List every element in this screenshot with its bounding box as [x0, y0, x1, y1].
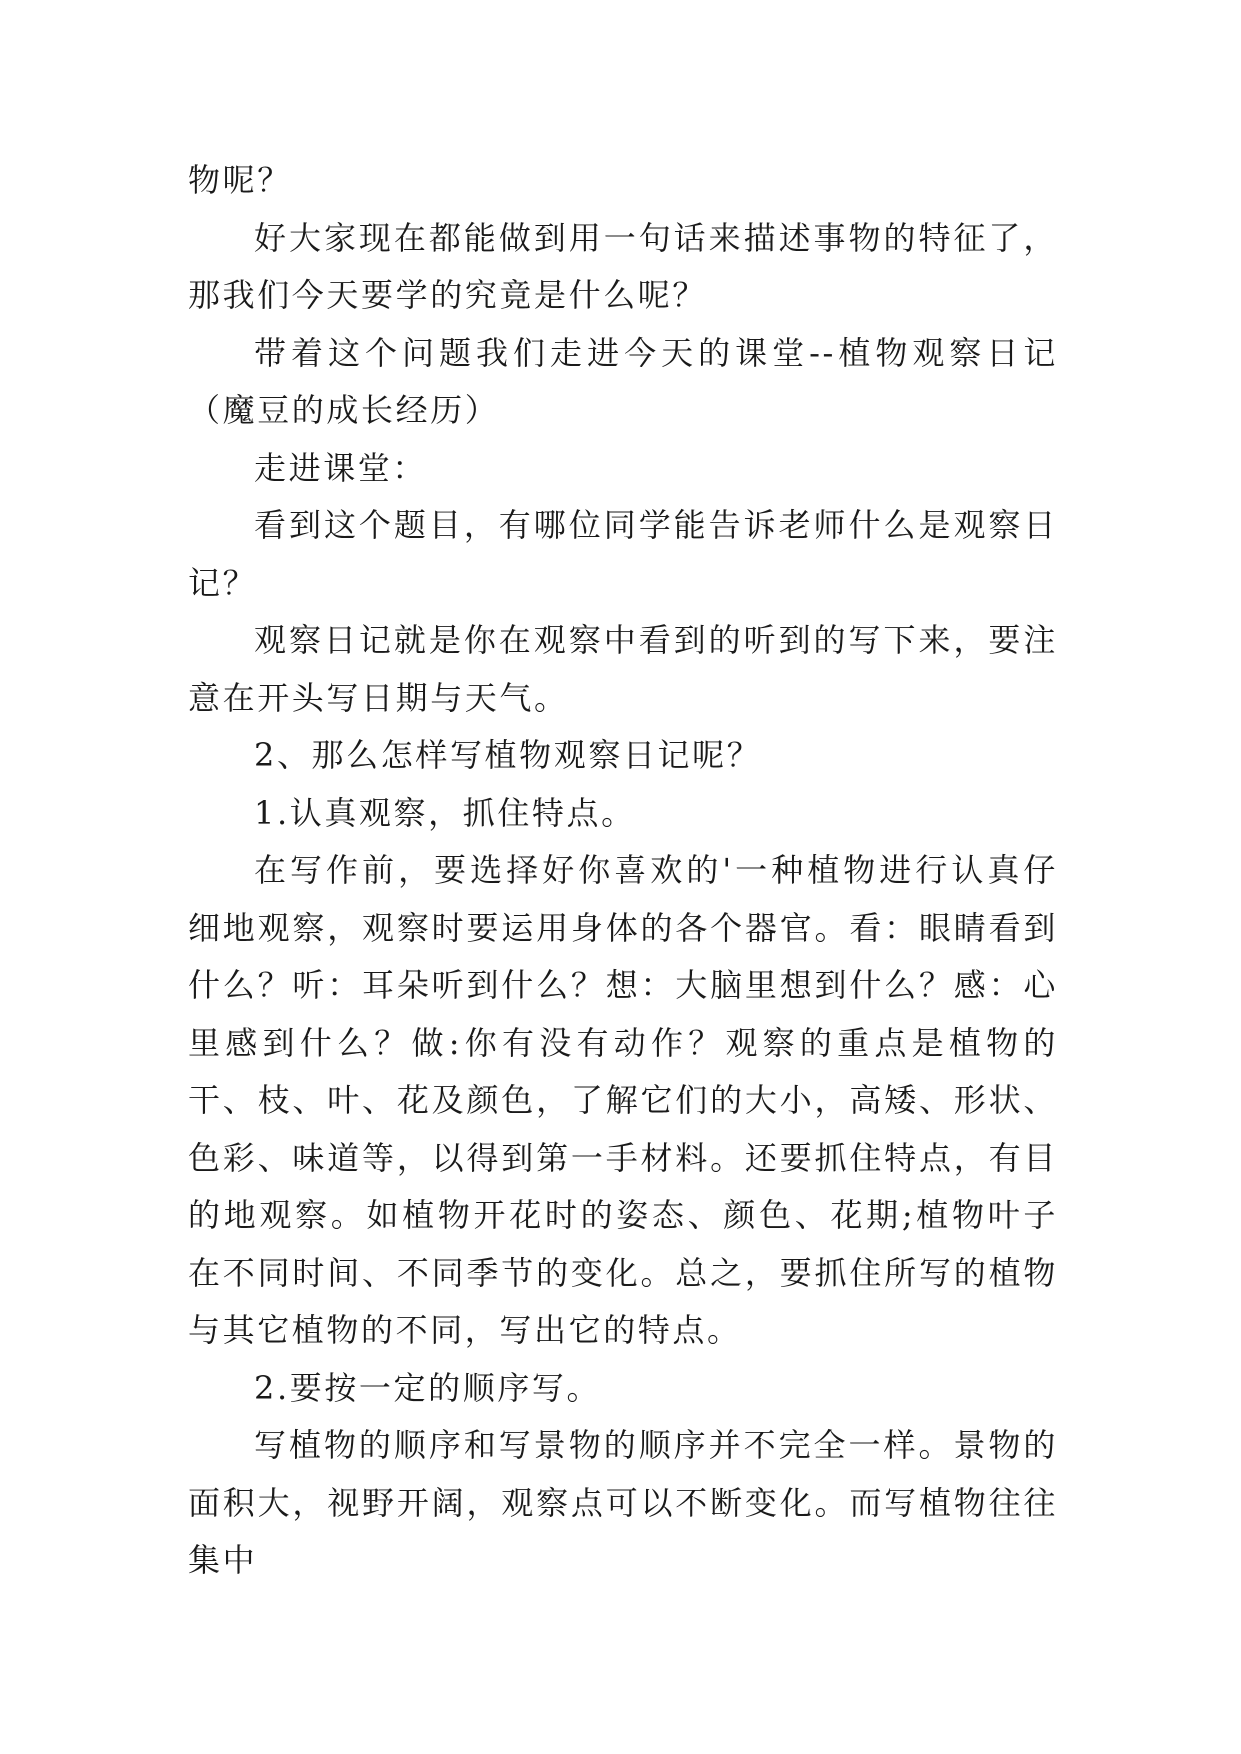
paragraph: 看到这个题目，有哪位同学能告诉老师什么是观察日记？: [188, 506, 1058, 602]
paragraph: 带着这个问题我们走进今天的课堂--植物观察日记（魔豆的成长经历）: [188, 333, 1058, 429]
paragraph: 物呢？: [188, 161, 292, 199]
paragraph: 走进课堂：: [254, 448, 428, 487]
paragraph: 1.认真观察，抓住特点。: [254, 793, 636, 832]
paragraph: 2、那么怎样写植物观察日记呢？: [254, 736, 762, 774]
paragraph: 观察日记就是你在观察中看到的听到的写下来，要注意在开头写日期与天气。: [188, 621, 1058, 717]
paragraph: 好大家现在都能做到用一句话来描述事物的特征了，那我们今天要学的究竟是什么呢？: [188, 218, 1058, 314]
paragraph: 在写作前，要选择好你喜欢的'一种植物进行认真仔细地观察，观察时要运用身体的各个器官。看：眼睛看到什么？听：耳朵听到什么？想：大脑里想到什么？感：心里感到什么？做:你有没有动作？观察的重点是植物的干、枝、叶、花及颜色，了解它们的大小，高矮、形状、色彩、味道等，以得到第一手材料。还要抓住特点，有目的地观察。如植物开花时的姿态、颜色、花期;植物叶子在不同时间、不同季节的变化。总之，要抓住所写的植物与其它植物的不同，写出它的特点。: [188, 851, 1058, 1349]
paragraph: 2.要按一定的顺序写。: [254, 1368, 602, 1407]
paragraph: 写植物的顺序和写景物的顺序并不完全一样。景物的面积大，视野开阔，观察点可以不断变化。而写植物往往集中: [188, 1426, 1058, 1579]
document-body: [188, 152, 1058, 1590]
